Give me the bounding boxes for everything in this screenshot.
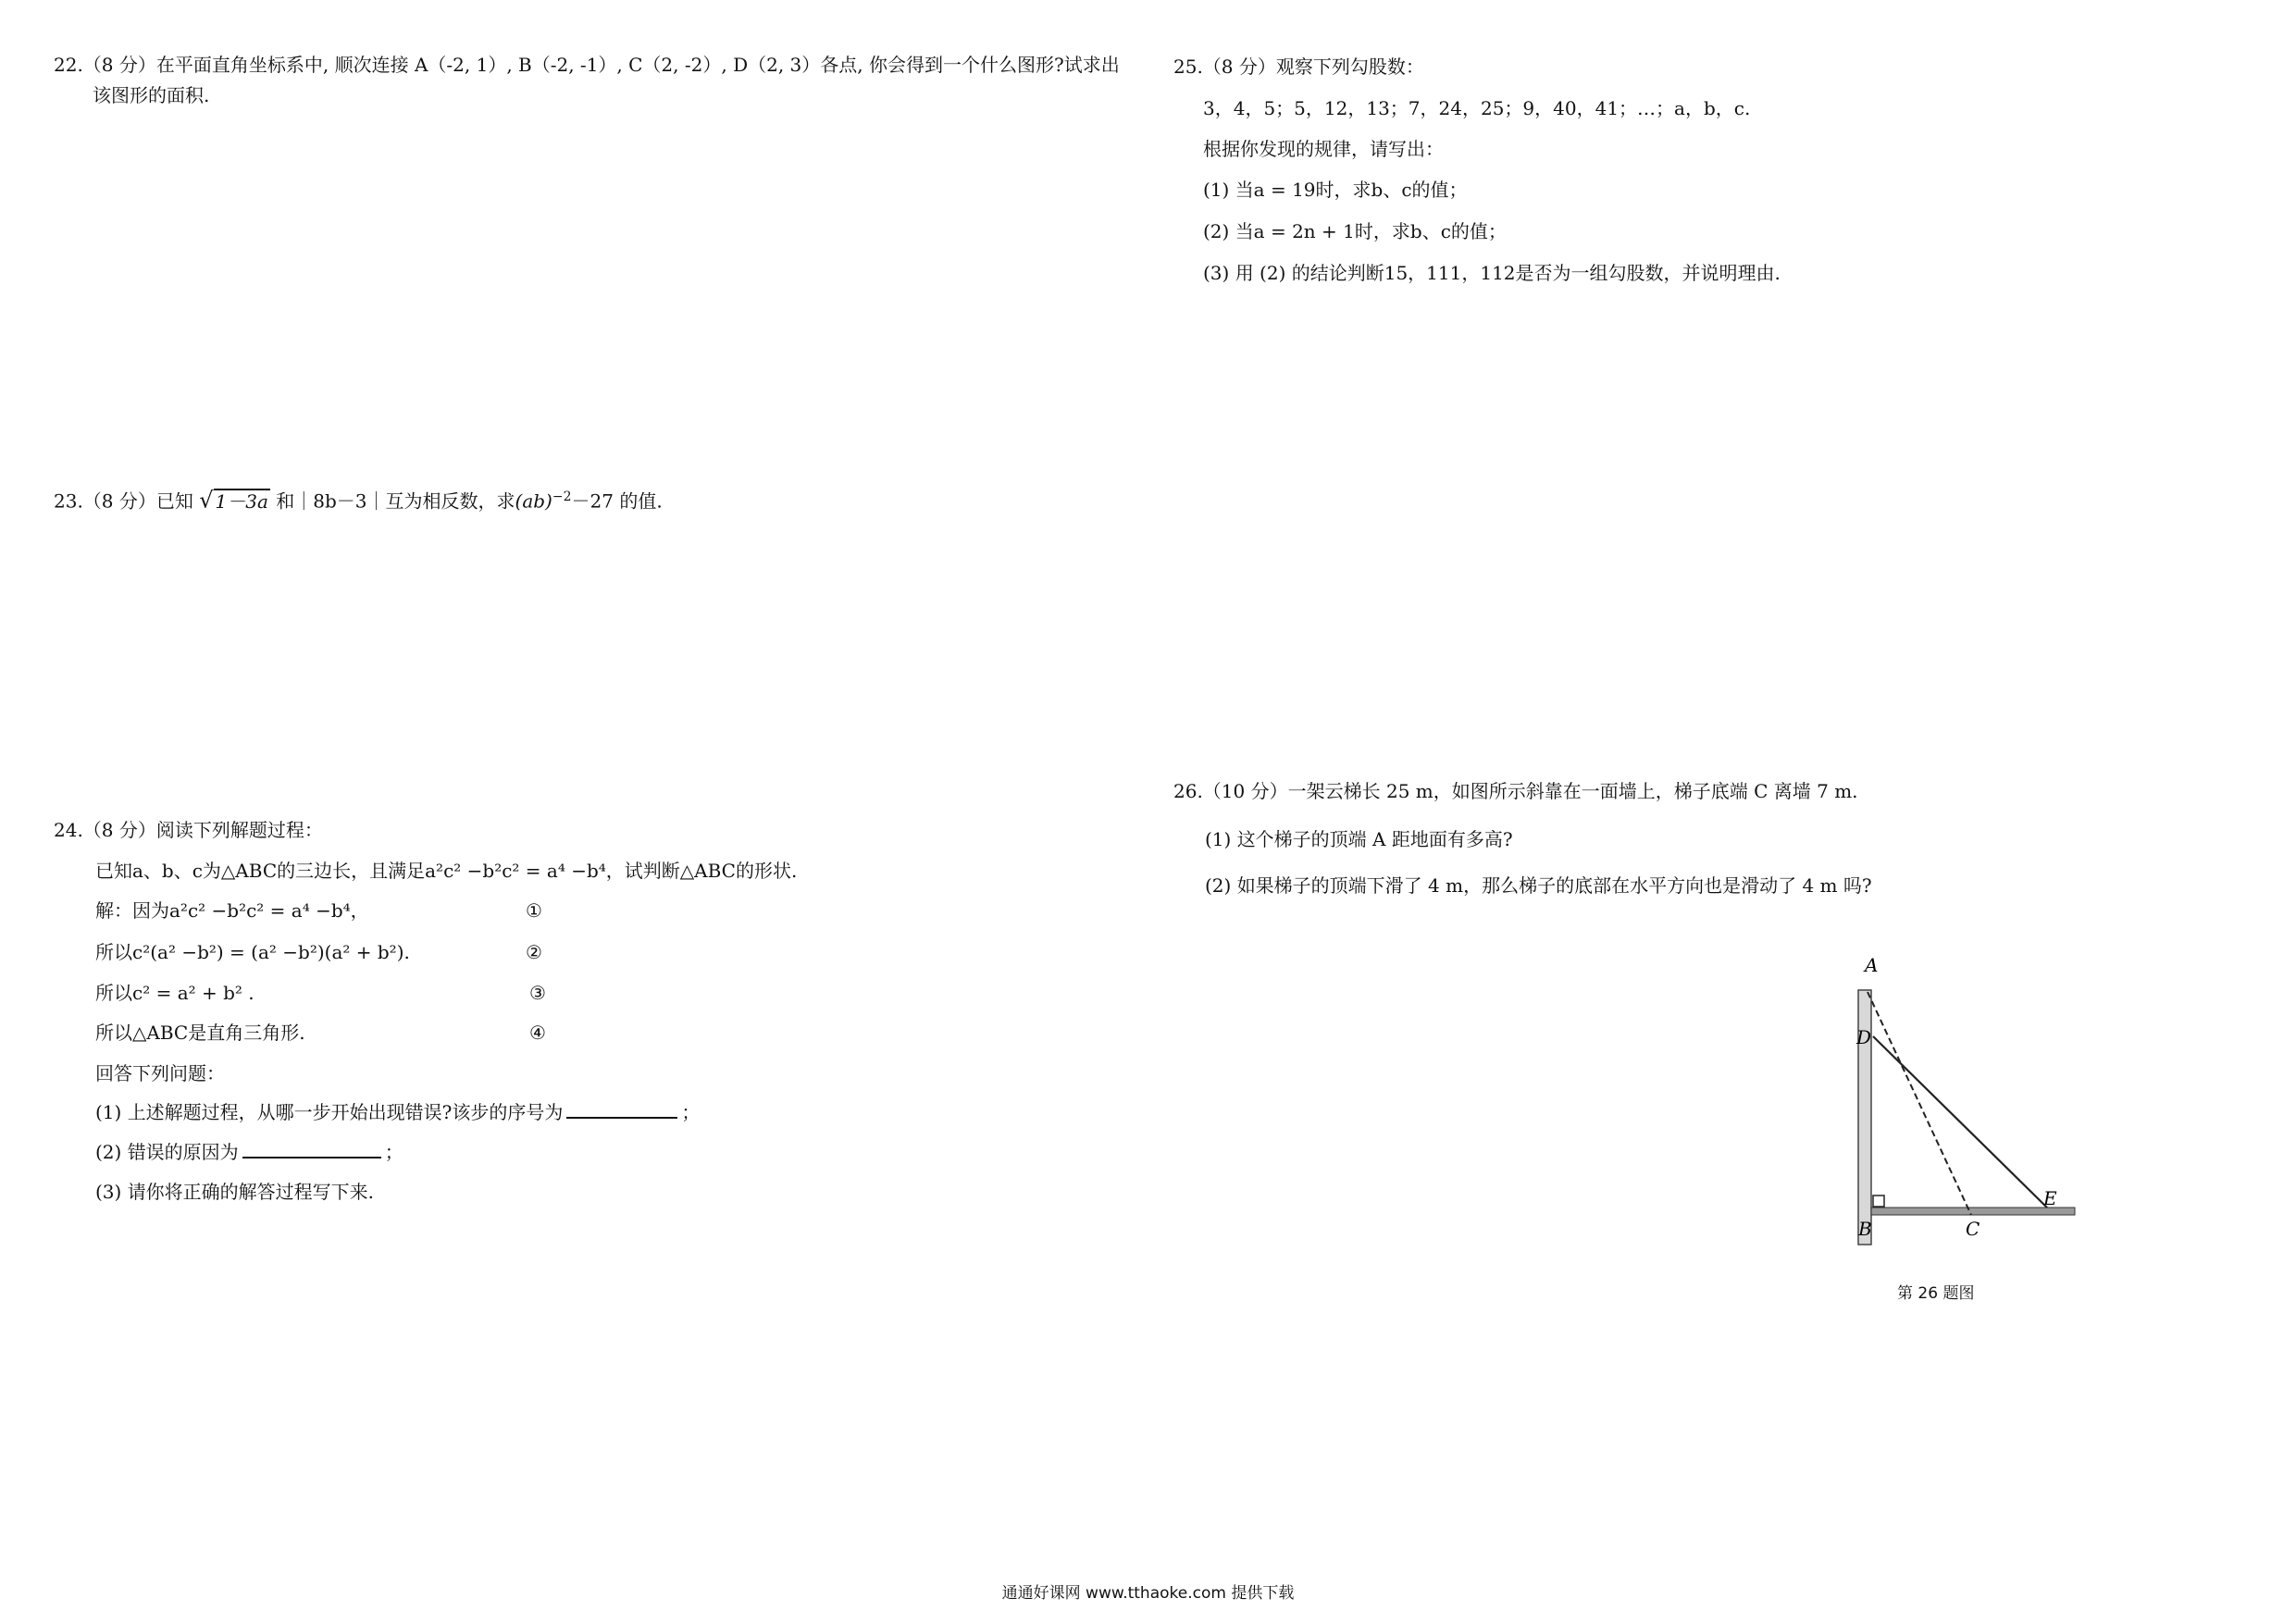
answer-blank-2[interactable] — [242, 1153, 381, 1158]
q24-step1: 解：因为a²c² −b²c² = a⁴ −b⁴， — [95, 899, 369, 922]
ladder-figure — [1842, 953, 2101, 1249]
q26-sub2: (2) 如果梯子的顶端下滑了 4 m，那么梯子的底部在水平方向也是滑动了 4 m 吗? — [1205, 874, 1872, 897]
q24-step4: 所以△ABC是直角三角形. — [95, 1022, 305, 1044]
q24-step3: 所以c² = a² + b² . — [95, 982, 254, 1004]
q24-sub2-text: (2) 错误的原因为 — [95, 1141, 239, 1163]
figure-caption: 第 26 题图 — [1897, 1284, 1975, 1303]
label-c: C — [1966, 1218, 1980, 1240]
label-a: A — [1865, 954, 1879, 976]
label-d: D — [1856, 1026, 1872, 1048]
sqrt-symbol: √ — [199, 487, 214, 514]
q23-sqrt: 1－3a — [215, 489, 268, 513]
q24-mark2: ② — [526, 941, 542, 963]
q26-sub1: (1) 这个梯子的顶端 A 距地面有多高? — [1205, 828, 1513, 850]
q22-line1: 22.（8 分）在平面直角坐标系中, 顺次连接 A（-2, 1）, B（-2, -1）, C（2, -2）, D（2, 3）各点, 你会得到一个什么图形?试求出 — [54, 54, 1120, 76]
answer-blank-1[interactable] — [566, 1113, 677, 1119]
q23-tail: －27 的值. — [571, 489, 663, 513]
q24-mark1: ① — [526, 899, 542, 922]
q23-prefix: 23.（8 分）已知 — [54, 489, 200, 513]
q25-sub1: (1) 当a = 19时，求b、c的值； — [1203, 179, 1468, 201]
q23-exp: −2 — [552, 489, 572, 504]
q24-mark3: ③ — [529, 982, 546, 1004]
label-b: B — [1858, 1218, 1872, 1240]
q24-step2: 所以c²(a² −b²) = (a² −b²)(a² + b²). — [95, 941, 410, 963]
right-angle-mark — [1873, 1196, 1884, 1207]
ladder-de — [1873, 1036, 2047, 1208]
label-e: E — [2043, 1187, 2057, 1209]
q24-sub3: (3) 请你将正确的解答过程写下来. — [95, 1181, 375, 1203]
q26-header: 26.（10 分）一架云梯长 25 m，如图所示斜靠在一面墙上，梯子底端 C 离墙 7 m. — [1173, 780, 1858, 802]
ladder-ac — [1868, 992, 1971, 1215]
q25-sequence: 3，4，5；5，12，13；7，24，25；9，40，41；…；a，b，c. — [1203, 97, 1751, 119]
q24-answer-intro: 回答下列问题： — [95, 1062, 225, 1084]
q24-header: 24.（8 分）阅读下列解题过程： — [54, 819, 323, 841]
q25-header: 25.（8 分）观察下列勾股数： — [1173, 56, 1424, 78]
q24-sub1 — [95, 1098, 700, 1126]
q23-mid: 和｜8b－3｜互为相反数，求 — [269, 489, 515, 513]
q24-mark4: ④ — [529, 1022, 546, 1044]
q24-sub1-end: ； — [681, 1101, 701, 1123]
q23-line — [54, 483, 663, 515]
q25-sub2: (2) 当a = 2n + 1时，求b、c的值； — [1203, 220, 1507, 242]
page-footer: 通通好课网 www.tthaoke.com 提供下载 — [1001, 1584, 1295, 1603]
q22-line2: 该图形的面积. — [93, 84, 210, 106]
q25-sub3: (3) 用 (2) 的结论判断15，111，112是否为一组勾股数，并说明理由. — [1203, 262, 1781, 284]
q24-given: 已知a、b、c为△ABC的三边长，且满足a²c² −b²c² = a⁴ −b⁴，试判断△ABC的形状. — [95, 860, 798, 882]
q24-sub1-text: (1) 上述解题过程，从哪一步开始出现错误?该步的序号为 — [95, 1101, 564, 1123]
q24-sub2-end: ； — [384, 1141, 403, 1163]
q24-sub2 — [95, 1138, 403, 1166]
q25-intro: 根据你发现的规律，请写出： — [1203, 138, 1444, 160]
q23-expr: (ab) — [515, 489, 552, 513]
